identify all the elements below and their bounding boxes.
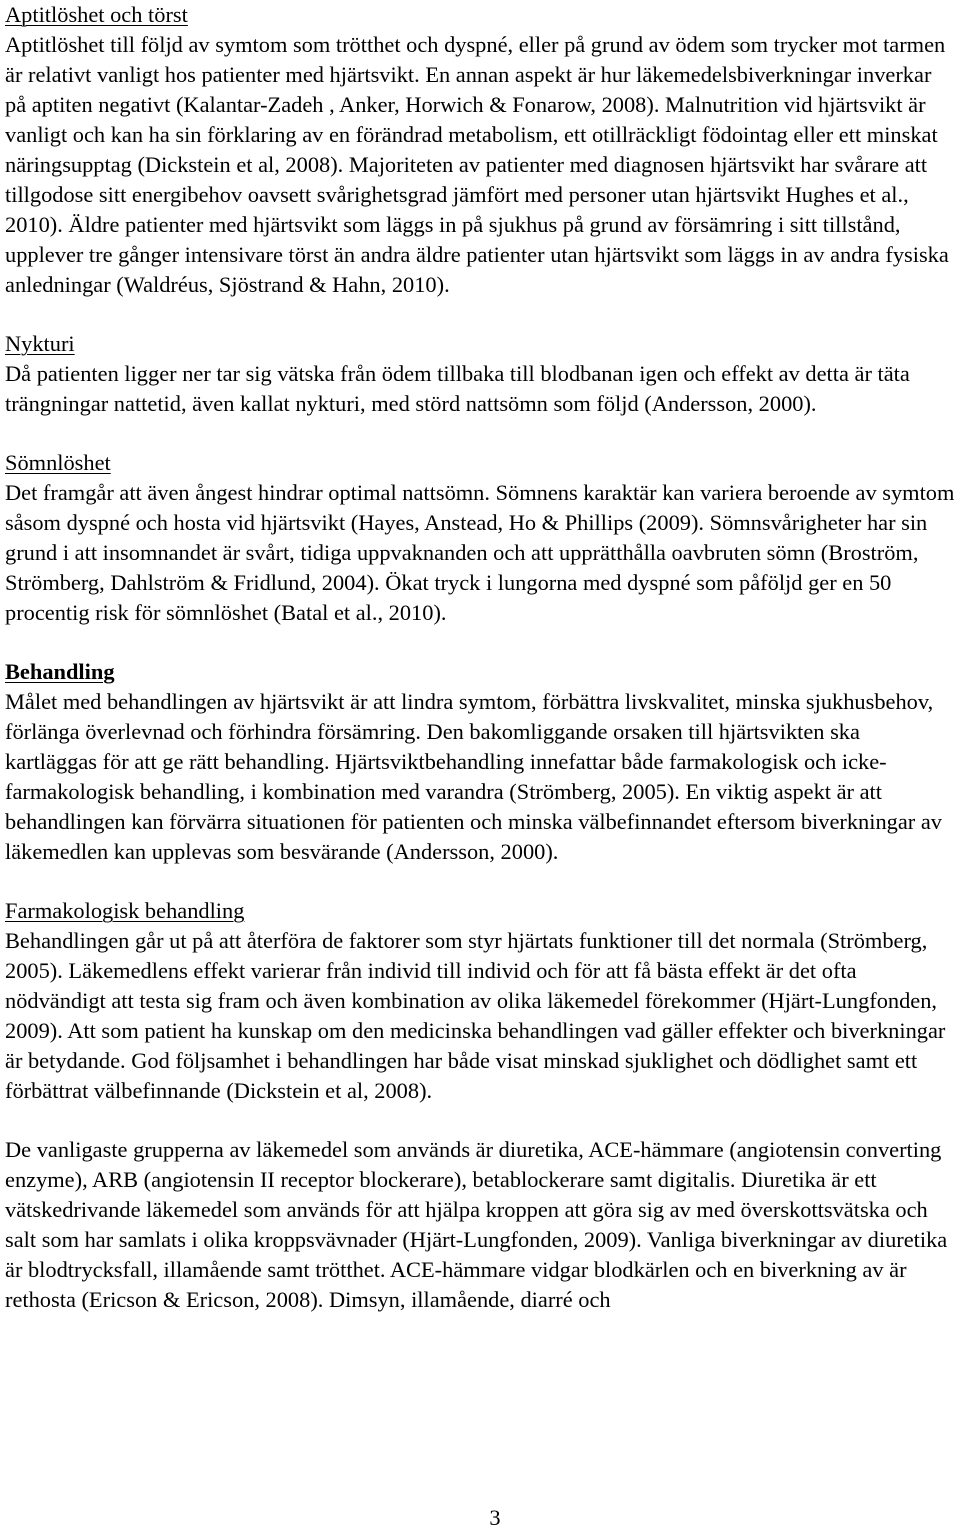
paragraph-lakemedel: De vanligaste grupperna av läkemedel som används är diuretika, ACE-hämmare (angiotensin converting enzyme), ARB (angiotensin II receptor blockerare), betablockerare samt digitalis. Diuretika är ett vätskedrivande läkemedel som används för att hjälpa kroppen att göra sig av med överskottsvätska och salt som har samlats i olika kroppsvävnader (Hjärt-Lungfonden, 2009). Vanliga biverkningar av diuretika är blodtrycksfall, illamående samt trötthet. ACE-hämmare vidgar blodkärlen och en biverkning av är rethosta (Ericson & Ericson, 2008). Dimsyn, illamående, diarré och bbox=[5, 1137, 948, 1312]
document-page bbox=[5, 0, 957, 1344]
paragraph-somnloshet: Det framgår att även ångest hindrar optimal nattsömn. Sömnens karaktär kan variera beroende av symtom såsom dyspné och hosta vid hjärtsvikt (Hayes, Anstead, Ho & Phillips (2009). Sömnsvårigheter har sin grund i att insomnandet är svårt, tidiga uppvaknanden och att upprätthålla oavbruten sömn (Broström, Strömberg, Dahlström & Fridlund, 2004). Ökat tryck i lungorna med dyspné som påföljd ger en 50 procentig risk för sömnlöshet (Batal et al., 2010). bbox=[5, 480, 955, 625]
section-heading-aptitloshet: Aptitlöshet och törst bbox=[5, 2, 188, 27]
paragraph-aptitloshet: Aptitlöshet till följd av symtom som trötthet och dyspné, eller på grund av ödem som trycker mot tarmen är relativt vanligt hos patienter med hjärtsvikt. En annan aspekt är hur läkemedelsbiverkningar inverkar på aptiten negativt (Kalantar-Zadeh , Anker, Horwich & Fonarow, 2008). Malnutrition vid hjärtsvikt är vanligt och kan ha sin förklaring av en förändrad metabolism, ett otillräckligt födointag eller ett minskat näringsupptag (Dickstein et al, 2008). Majoriteten av patienter med diagnosen hjärtsvikt har svårare att tillgodose sitt energibehov oavsett svårighetsgrad jämfört med personer utan hjärtsvikt Hughes et al., 2010). Äldre patienter med hjärtsvikt som läggs in på sjukhus på grund av försämring i sitt tillstånd, upplever tre gånger intensivare törst än andra äldre patienter utan hjärtsvikt som läggs in av andra fysiska anledningar (Waldréus, Sjöstrand & Hahn, 2010). bbox=[5, 32, 949, 297]
page-number: 3 bbox=[489, 1505, 501, 1530]
section-heading-behandling: Behandling bbox=[5, 659, 115, 684]
section-nykturi bbox=[5, 329, 957, 419]
paragraph-behandling: Målet med behandlingen av hjärtsvikt är att lindra symtom, förbättra livskvalitet, minska sjukhusbehov, förlänga överlevnad och förhindra försämring. Den bakomliggande orsaken till hjärtsvikten ska kartläggas för att ge rätt behandling. Hjärtsviktbehandling innefattar både farmakologisk och icke-farmakologisk behandling, i kombination med varandra (Strömberg, 2005). En viktig aspekt är att behandlingen kan förvärra situationen för patienten och minska välbefinnandet eftersom biverkningar av läkemedlen kan upplevas som besvärande (Andersson, 2000). bbox=[5, 689, 942, 864]
section-farmakologisk bbox=[5, 896, 957, 1106]
section-heading-farmakologisk: Farmakologisk behandling bbox=[5, 898, 245, 923]
section-heading-nykturi: Nykturi bbox=[5, 331, 75, 356]
paragraph-farmakologisk: Behandlingen går ut på att återföra de faktorer som styr hjärtats funktioner till det normala (Strömberg, 2005). Läkemedlens effekt varierar från individ till individ och för att få bästa effekt är det ofta nödvändigt att testa sig fram och även kombination av olika läkemedel förekommer (Hjärt-Lungfonden, 2009). Att som patient ha kunskap om den medicinska behandlingen vad gäller effekter och biverkningar är betydande. God följsamhet i behandlingen har både visat minskad sjuklighet och dödlighet samt ett förbättrat välbefinnande (Dickstein et al, 2008). bbox=[5, 928, 946, 1103]
section-behandling bbox=[5, 657, 957, 867]
section-lakemedel bbox=[5, 1135, 957, 1315]
section-aptitloshet bbox=[5, 0, 957, 300]
section-somnloshet bbox=[5, 448, 957, 628]
section-heading-somnloshet: Sömnlöshet bbox=[5, 450, 111, 475]
paragraph-nykturi: Då patienten ligger ner tar sig vätska från ödem tillbaka till blodbanan igen och effekt av detta är täta trängningar nattetid, även kallat nykturi, med störd nattsömn som följd (Andersson, 2000). bbox=[5, 361, 910, 416]
